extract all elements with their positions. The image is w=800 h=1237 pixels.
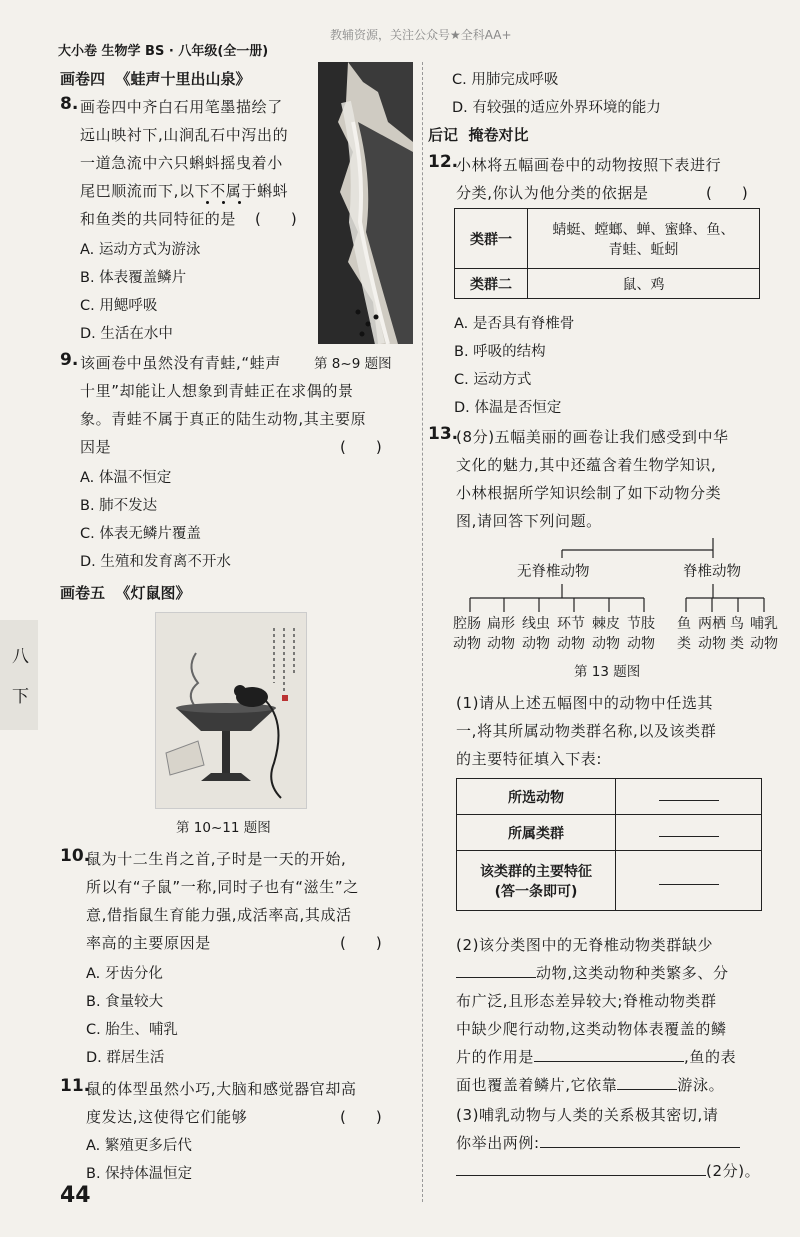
- q13-p2-line: 中缺少爬行动物,这类动物体表覆盖的鳞: [456, 1020, 727, 1038]
- tree-node-invertebrates: 无脊椎动物: [517, 564, 590, 580]
- table-row: [457, 779, 762, 815]
- painting-frog-spring-art: [318, 62, 413, 344]
- q13-line: 文化的魅力,其中还蕴含着生物学知识,: [456, 456, 717, 474]
- tree-leaf-line: 动物: [750, 636, 778, 652]
- q11-line: 度发达,这使得它们能够: [86, 1108, 248, 1126]
- q8-line: 远山映衬下,山涧乱石中泻出的: [80, 126, 289, 144]
- tree-leaf: [522, 614, 550, 654]
- q12-option-a[interactable]: A. 是否具有脊椎骨: [454, 316, 575, 332]
- tree-leaf-line: 鸟: [730, 616, 744, 632]
- q11-number: 11.: [60, 1076, 91, 1096]
- section5-heading: [60, 582, 190, 603]
- q13-p2-text: 面也覆盖着鳞片,它依靠: [456, 1076, 618, 1094]
- tree-leaf-line: 哺乳: [750, 616, 778, 632]
- q12-animals-line: 青蛙、蚯蚓: [608, 241, 679, 258]
- section5-label: 画卷五: [60, 584, 106, 602]
- q10-line: 率高的主要原因是: [86, 934, 211, 952]
- section5-title: 《灯鼠图》: [115, 584, 191, 602]
- q13-p3-line: [456, 1132, 740, 1153]
- q10-option-d[interactable]: D. 群居生活: [86, 1050, 165, 1066]
- answer-blank[interactable]: [659, 884, 719, 885]
- q9-line: 该画卷中虽然没有青蛙,“蛙声: [80, 354, 281, 372]
- q13-line: (8分)五幅美丽的画卷让我们感受到中华: [456, 428, 729, 446]
- postscript-label: 后记: [428, 126, 459, 144]
- q13-number: 13.: [428, 424, 459, 444]
- book-header: 大小卷 生物学 BS · 八年级(全一册): [58, 44, 269, 59]
- postscript-heading: [428, 124, 528, 145]
- q12-line: 小林将五幅画卷中的动物按照下表进行: [456, 156, 722, 174]
- table-row: [457, 815, 762, 851]
- q8-line: 和鱼类的共同特征的是: [80, 210, 237, 228]
- tree-leaf-line: 节肢: [627, 616, 655, 632]
- table-row: [457, 851, 762, 911]
- tree-node-vertebrates: 脊椎动物: [683, 564, 741, 580]
- q9-line: 十里”却能让人想象到青蛙正在求偶的景: [80, 382, 354, 400]
- q12-answer-paren[interactable]: ( ): [706, 184, 748, 202]
- q12-animals-cell: 鼠、鸡: [528, 269, 760, 299]
- q8-line: 画卷四中齐白石用笔墨描绘了: [80, 98, 283, 116]
- q10-line: 所以有“子鼠”一称,同时子也有“滋生”之: [86, 878, 359, 896]
- tree-leaf: [627, 614, 655, 654]
- answer-blank[interactable]: [659, 800, 719, 801]
- fill-table-label-line: 该类群的主要特征: [480, 863, 592, 880]
- q10-option-a[interactable]: A. 牙齿分化: [86, 966, 163, 982]
- q9-line: 因是: [80, 438, 112, 456]
- q8-answer-paren[interactable]: ( ): [255, 210, 297, 228]
- q12-option-c[interactable]: C. 运动方式: [454, 372, 532, 388]
- q9-number: 9.: [60, 350, 79, 370]
- tree-leaf: [453, 614, 481, 654]
- q13-p2-text: ,鱼的表: [684, 1048, 737, 1066]
- tree-leaf-line: 动物: [557, 636, 585, 652]
- fill-table-answer[interactable]: [616, 779, 762, 815]
- q13-p2-text: 游泳。: [677, 1076, 725, 1094]
- tree-leaf-line: 动物: [627, 636, 655, 652]
- q12-animals-line: 蜻蜓、螳螂、蝉、蜜蜂、鱼、: [552, 221, 735, 238]
- fig-8-9-caption: 第 8~9 题图: [314, 356, 392, 372]
- q13-line: 图,请回答下列问题。: [456, 512, 602, 530]
- answer-blank[interactable]: [659, 836, 719, 837]
- fill-table-label-line: (答一条即可): [494, 883, 578, 900]
- q8-option-d[interactable]: D. 生活在水中: [80, 326, 173, 342]
- q13-p2-line: [456, 1074, 724, 1095]
- q12-line: 分类,你认为他分类的依据是: [456, 184, 649, 202]
- q13-p3-line: (3)哺乳动物与人类的关系极其密切,请: [456, 1106, 719, 1124]
- fig-10-11-caption: 第 10~11 题图: [176, 820, 271, 836]
- q13-p1-line: 一,将其所属动物类群名称,以及该类群: [456, 722, 717, 740]
- q13-p1-line: 的主要特征填入下表:: [456, 750, 603, 768]
- q11-option-b[interactable]: B. 保持体温恒定: [86, 1166, 193, 1182]
- q11-line: 鼠的体型虽然小巧,大脑和感觉器官却高: [86, 1080, 357, 1098]
- tree-leaf-line: 类: [730, 636, 744, 652]
- q13-p3-text: 你举出两例:: [456, 1134, 540, 1152]
- q11-option-d[interactable]: D. 有较强的适应外界环境的能力: [452, 100, 661, 116]
- tree-leaf-line: 鱼: [677, 616, 691, 632]
- tree-leaf: [557, 614, 585, 654]
- q9-option-b[interactable]: B. 肺不发达: [80, 498, 158, 514]
- emphasis-dot: [206, 201, 209, 204]
- q12-option-d[interactable]: D. 体温是否恒定: [454, 400, 562, 416]
- watermark-text: 教辅资源，关注公众号★全科AA+: [330, 28, 512, 42]
- fig-13-caption: 第 13 题图: [574, 664, 641, 680]
- emphasis-dot: [238, 201, 241, 204]
- tree-leaf-line: 类: [677, 636, 691, 652]
- table-row: [455, 269, 760, 299]
- q13-p2-line: [456, 1046, 736, 1067]
- painting-frog-spring: [318, 62, 413, 344]
- q12-animals-cell: [528, 209, 760, 269]
- q11-option-c[interactable]: C. 用肺完成呼吸: [452, 72, 559, 88]
- painting-lamp-rat: [155, 612, 307, 809]
- q9-option-a[interactable]: A. 体温不恒定: [80, 470, 172, 486]
- tree-leaf-line: 扁形: [487, 616, 515, 632]
- q8-line: 一道急流中六只蝌蚪摇曳着小: [80, 154, 283, 172]
- q10-option-b[interactable]: B. 食量较大: [86, 994, 164, 1010]
- answer-blank[interactable]: [534, 1061, 684, 1062]
- answer-blank[interactable]: [540, 1147, 740, 1148]
- q8-number: 8.: [60, 94, 79, 114]
- tree-leaf-line: 两栖: [698, 616, 726, 632]
- q10-line: 鼠为十二生肖之首,子时是一天的开始,: [86, 850, 347, 868]
- tree-leaf-line: 腔肠: [453, 616, 481, 632]
- side-tab: [0, 620, 38, 730]
- tree-leaf: [730, 614, 744, 654]
- q9-line: 象。青蛙不属于真正的陆生动物,其主要原: [80, 410, 367, 428]
- postscript-title: 掩卷对比: [468, 126, 529, 144]
- q13-p3-score: (2分)。: [706, 1162, 761, 1180]
- q10-option-c[interactable]: C. 胎生、哺乳: [86, 1022, 178, 1038]
- q13-line: 小林根据所学知识绘制了如下动物分类: [456, 484, 722, 502]
- page-number: 44: [60, 1183, 91, 1208]
- tree-leaf: [487, 614, 515, 654]
- tree-leaf-line: 线虫: [522, 616, 550, 632]
- tree-leaf-line: 动物: [487, 636, 515, 652]
- answer-blank[interactable]: [456, 977, 536, 978]
- tree-leaf: [750, 614, 778, 654]
- fill-table-label: 所选动物: [457, 779, 616, 815]
- q10-number: 10.: [60, 846, 91, 866]
- tree-leaf-line: 动物: [453, 636, 481, 652]
- q13-fill-table: [456, 778, 762, 911]
- tree-leaf-line: 棘皮: [592, 616, 620, 632]
- q12-group-cell: 类群二: [455, 269, 528, 299]
- answer-blank[interactable]: [456, 1175, 706, 1176]
- q12-number: 12.: [428, 152, 459, 172]
- tree-leaf-line: 动物: [592, 636, 620, 652]
- fill-table-answer[interactable]: [616, 851, 762, 911]
- q8-option-c[interactable]: C. 用鳃呼吸: [80, 298, 158, 314]
- q12-table: [454, 208, 760, 299]
- section4-heading: [60, 68, 250, 89]
- q9-option-d[interactable]: D. 生殖和发育离不开水: [80, 554, 231, 570]
- q13-p2-line: [456, 962, 729, 983]
- tree-leaf: [698, 614, 726, 654]
- fill-table-label: [457, 851, 616, 911]
- q13-p3-line: [456, 1160, 760, 1181]
- column-divider: [422, 62, 423, 1202]
- tree-leaf-line: 动物: [698, 636, 726, 652]
- table-row: [455, 209, 760, 269]
- emphasis-dot: [222, 201, 225, 204]
- q8-option-a[interactable]: A. 运动方式为游泳: [80, 242, 201, 258]
- q13-p2-text: 片的作用是: [456, 1048, 535, 1066]
- q12-option-b[interactable]: B. 呼吸的结构: [454, 344, 546, 360]
- fill-table-answer[interactable]: [616, 815, 762, 851]
- tree-leaf: [592, 614, 620, 654]
- q11-answer-paren[interactable]: ( ): [340, 1108, 382, 1126]
- q13-p1-line: (1)请从上述五幅图中的动物中任选其: [456, 694, 714, 712]
- q12-group-cell: 类群一: [455, 209, 528, 269]
- q9-answer-paren[interactable]: ( ): [340, 438, 382, 456]
- side-tab-char: 下: [12, 687, 29, 707]
- q11-option-a[interactable]: A. 繁殖更多后代: [86, 1138, 192, 1154]
- q8-line: 尾巴顺流而下,以下不属于蝌蚪: [80, 182, 289, 200]
- q13-p2-line: (2)该分类图中的无脊椎动物类群缺少: [456, 936, 714, 954]
- tree-leaf: [677, 614, 691, 654]
- q13-p2-line: 布广泛,且形态差异较大;脊椎动物类群: [456, 992, 717, 1010]
- q9-option-c[interactable]: C. 体表无鳞片覆盖: [80, 526, 201, 542]
- answer-blank[interactable]: [617, 1089, 677, 1090]
- fill-table-label: 所属类群: [457, 815, 616, 851]
- painting-lamp-rat-art: [156, 613, 306, 808]
- q13-p2-text: 动物,这类动物种类繁多、分: [536, 964, 729, 982]
- tree-leaf-line: 环节: [557, 616, 585, 632]
- section4-label: 画卷四: [60, 70, 106, 88]
- side-tab-char: 八: [12, 647, 29, 667]
- section4-title: 《蛙声十里出山泉》: [115, 70, 251, 88]
- q10-line: 意,借指鼠生育能力强,成活率高,其成活: [86, 906, 352, 924]
- tree-leaf-line: 动物: [522, 636, 550, 652]
- q10-answer-paren[interactable]: ( ): [340, 934, 382, 952]
- q8-option-b[interactable]: B. 体表覆盖鳞片: [80, 270, 187, 286]
